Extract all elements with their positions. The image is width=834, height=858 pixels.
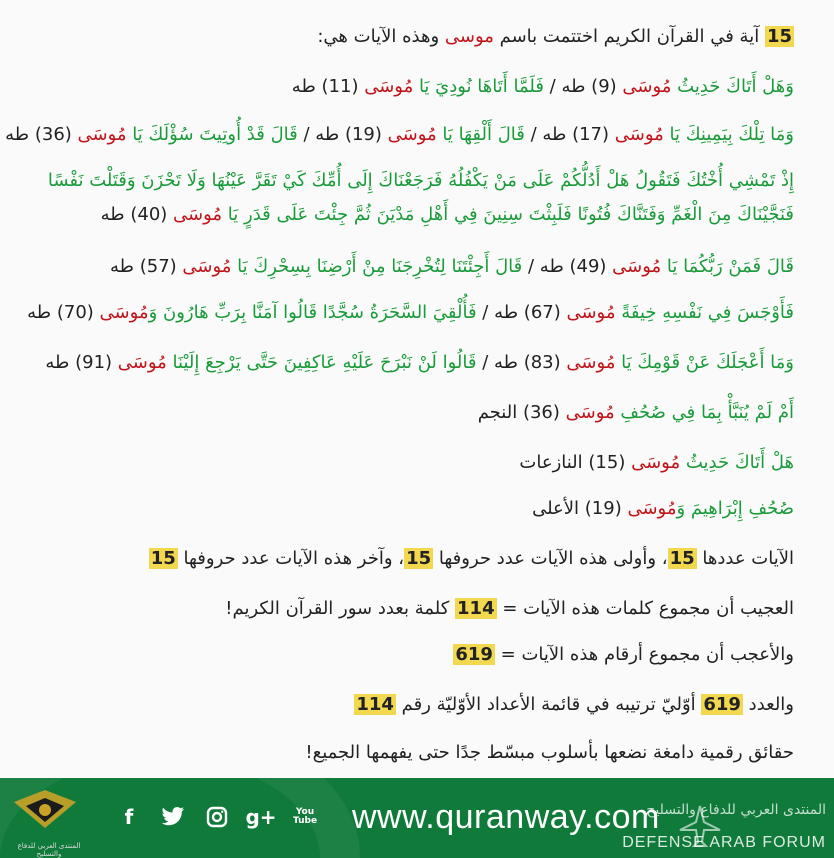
facebook-icon[interactable]: f [124, 805, 134, 829]
verse-name: مُوسَى [364, 76, 414, 97]
verse-text: قَالَ أَجِئْتَنَا لِتُخْرِجَنَا مِنْ أَرْضِنَا بِسِحْرِكَ يَا [231, 256, 523, 277]
verse-name: مُوسَى [99, 302, 149, 323]
verse-text: فَلَمَّا أَتَاهَا نُودِيَ يَا [413, 76, 544, 97]
fact-text: والأعجب أن مجموع أرقام هذه الآيات = [494, 644, 794, 665]
verse-name: مُوسَى [566, 352, 616, 373]
forum-name-english: DEFENSE ARAB FORUM [622, 834, 826, 851]
fact-line-4 [30, 692, 794, 718]
verse-text: أَمْ لَمْ يُنَبَّأْ بِمَا فِي صُحُفِ [614, 402, 794, 423]
verse-ref: (70) طه [27, 302, 100, 323]
fact-text: ، وآخر هذه الآيات عدد حروفها [177, 548, 405, 569]
fact-text: العجيب أن مجموع كلمات هذه الآيات = [496, 598, 794, 619]
verse-line-2 [5, 122, 794, 148]
intro-text: آية في القرآن الكريم اختتمت باسم [493, 26, 765, 47]
verse-line-5 [27, 300, 794, 326]
verse-name: مُوسَى [614, 124, 664, 145]
verse-ref: (19) طه / [297, 124, 388, 145]
verse-name: مُوسَى [612, 256, 662, 277]
intro-line [30, 24, 794, 50]
verse-line-1 [30, 74, 794, 100]
footer-bar [0, 778, 834, 858]
verse-text: قَالَ فَمَنْ رَبُّكُمَا يَا [661, 256, 794, 277]
verse-text: وَهَلْ أَتَاكَ حَدِيثُ [671, 76, 794, 97]
fact-number: 15 [150, 548, 176, 569]
fact-text: الآيات عددها [696, 548, 794, 569]
verse-ref: (17) طه / [524, 124, 615, 145]
fact-line-1 [30, 546, 794, 572]
verse-ref: (40) طه [100, 204, 174, 225]
verse-text: هَلْ أَتَاكَ حَدِيثُ [680, 452, 794, 473]
verse-text: إِذْ تَمْشِي أُخْتُكَ فَتَقُولُ هَلْ أَدُلُّكُمْ عَلَى مَنْ يَكْفُلُهُ فَرَجَعْنَاكَ إِلَى أُمِّكَ كَيْ تَقَرَّ عَيْنُهَا وَلَا تَحْزَنَ وَقَتَلْتَ نَفْسًا فَنَجَّيْنَاكَ مِنَ الْغَمِّ وَفَتَنَّاكَ فُتُونًا فَلَبِثْتَ سِنِينَ فِي أَهْلِ مَدْيَنَ ثُمَّ جِئْتَ عَلَى قَدَرٍ يَا [47, 170, 794, 225]
verse-line-6 [30, 350, 794, 376]
verse-text: قَالُوا لَنْ نَبْرَحَ عَلَيْهِ عَاكِفِينَ حَتَّى يَرْجِعَ إِلَيْنَا [166, 352, 477, 373]
verse-name: مُوسَى [182, 256, 232, 277]
fact-number: 619 [703, 694, 741, 715]
fact-text: كلمة بعدد سور القرآن الكريم! [225, 598, 456, 619]
verse-ref: (49) طه / [522, 256, 613, 277]
verse-line-7 [30, 400, 794, 426]
verse-text: قَالَ أَلْقِهَا يَا [436, 124, 525, 145]
verse-name: مُوسَى [566, 302, 616, 323]
verse-text: قَالَ قَدْ أُوتِيتَ سُؤْلَكَ يَا [126, 124, 298, 145]
twitter-icon[interactable] [160, 804, 186, 830]
verse-name: مُوسَى [77, 124, 127, 145]
website-url[interactable]: www.quranway.com [352, 798, 660, 836]
verse-ref: (83) طه / [476, 352, 567, 373]
fact-line-3 [30, 642, 794, 668]
verse-text: صُحُفِ إِبْرَاهِيمَ وَ [676, 498, 794, 519]
verse-name: مُوسَى [117, 352, 167, 373]
fact-line-5 [30, 740, 794, 766]
forum-name-arabic: المنتدى العربي للدفاع والتسليح [646, 802, 826, 818]
verse-ref: (15) النازعات [519, 452, 632, 473]
verse-line-3 [30, 164, 794, 232]
verse-ref: (36) النجم [477, 402, 566, 423]
verse-ref: (9) طه / [543, 76, 623, 97]
verse-ref: (36) طه [5, 124, 78, 145]
fact-number: 619 [455, 644, 493, 665]
fact-line-2 [30, 596, 794, 622]
verse-ref: (57) طه [110, 256, 183, 277]
fact-number: 15 [669, 548, 695, 569]
verse-text: وَمَا أَعْجَلَكَ عَنْ قَوْمِكَ يَا [615, 352, 794, 373]
count-highlight: 15 [766, 26, 792, 47]
verse-name: مُوسَى [387, 124, 437, 145]
fact-number: 114 [457, 598, 495, 619]
verse-line-9 [30, 496, 794, 522]
verse-text: فَأَوْجَسَ فِي نَفْسِهِ خِيفَةً [615, 302, 794, 323]
fact-text: والعدد [742, 694, 794, 715]
verse-name: مُوسَى [565, 402, 615, 423]
verse-ref: (11) طه [291, 76, 365, 97]
verse-name: مُوسَى [627, 498, 677, 519]
fact-text: حقائق رقمية دامغة نضعها بأسلوب مبسّط جدًا حتى يفهمها الجميع! [305, 742, 794, 763]
verse-ref: (19) الأعلى [532, 498, 628, 519]
instagram-icon[interactable] [204, 804, 230, 830]
verse-ref: (91) طه [45, 352, 118, 373]
fact-text: أوّليّ ترتيبه في قائمة الأعداد الأوّليّة رقم [395, 694, 702, 715]
social-links [116, 804, 318, 830]
verse-name: مُوسَى [622, 76, 672, 97]
fact-number: 15 [406, 548, 432, 569]
google-plus-icon[interactable]: g+ [245, 805, 277, 829]
verse-text: فَأُلْقِيَ السَّحَرَةُ سُجَّدًا قَالُوا آمَنَّا بِرَبِّ هَارُونَ وَ [148, 302, 477, 323]
verse-ref: (67) طه / [476, 302, 567, 323]
youtube-icon[interactable]: You Tube [292, 807, 318, 826]
verse-line-8 [30, 450, 794, 476]
intro-text-end: وهذه الآيات هي: [317, 26, 445, 47]
fact-number: 114 [356, 694, 394, 715]
intro-name: موسى [444, 26, 494, 47]
verse-name: مُوسَى [173, 204, 223, 225]
logo-caption: المنتدى العربي للدفاع والتسليح [17, 842, 81, 858]
verse-text: وَمَا تِلْكَ بِيَمِينِكَ يَا [663, 124, 794, 145]
verse-line-4 [30, 254, 794, 280]
verse-name: مُوسَى [631, 452, 681, 473]
fact-text: ، وأولى هذه الآيات عدد حروفها [433, 548, 668, 569]
